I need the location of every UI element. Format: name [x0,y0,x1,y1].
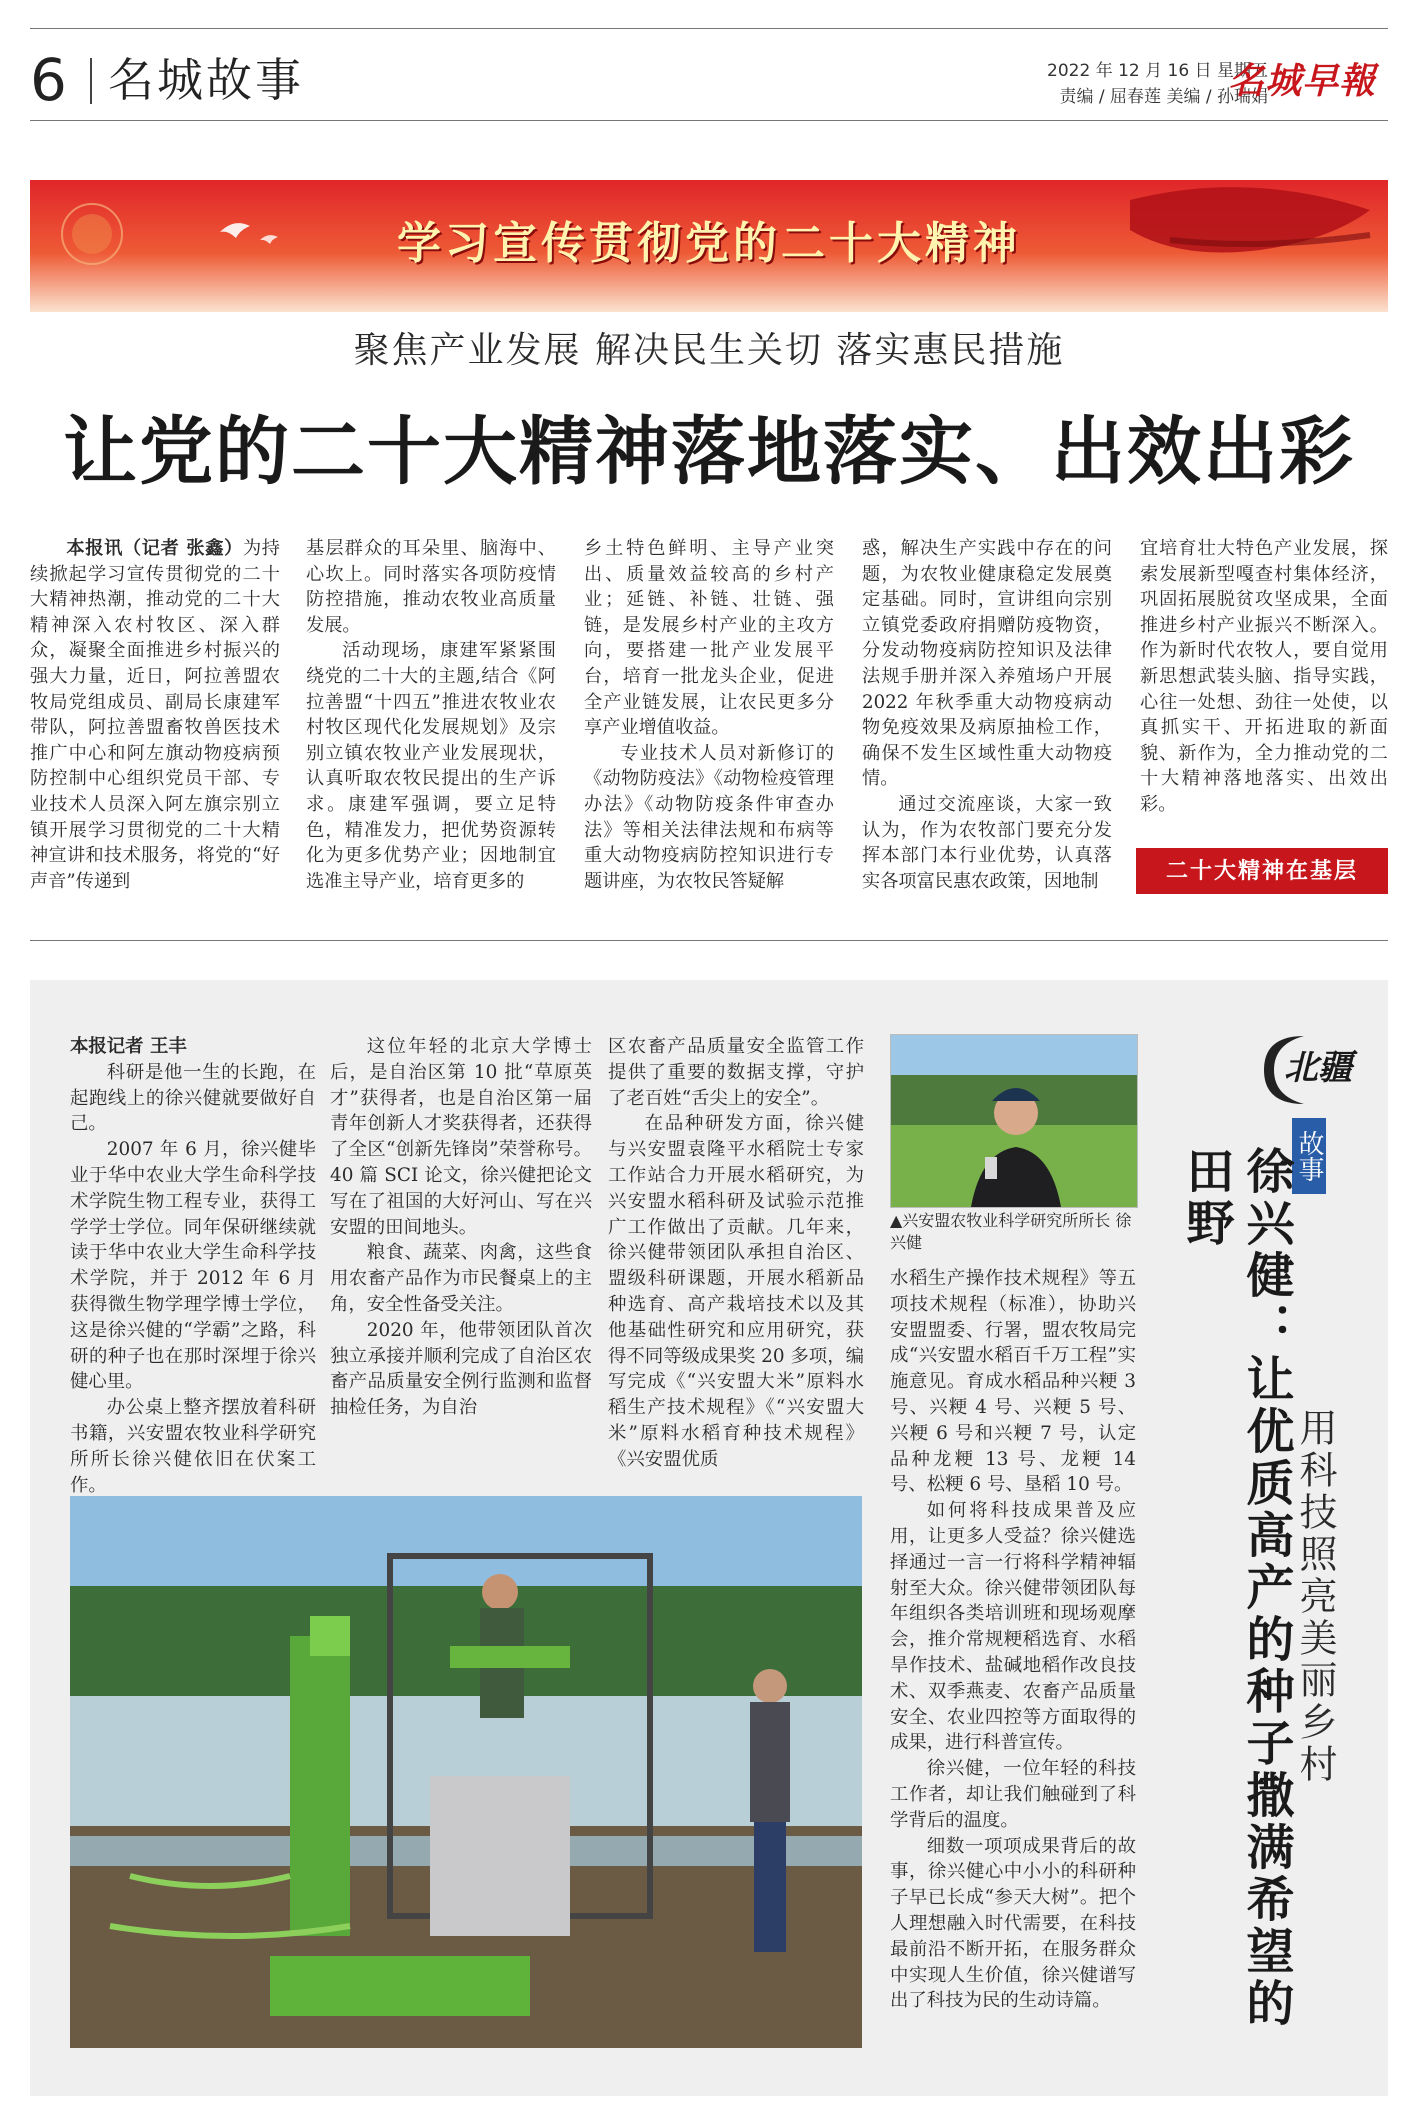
article2-para-8: 在品种研发方面，徐兴健与兴安盟袁隆平水稻院士专家工作站合力开展水稻研究，为兴安盟水稻科研及试验示范推广工作做出了贡献。几年来，徐兴健带领团队承担自治区、盟级科研课题，开展水稻新品种选育、高产栽培技术以及其他基础性研究和应用研究，获得不同等级成果奖 20 多项，编写完成《“兴安盟大米”原料水稻生产技术规程》《“兴安盟大米”原料水稻育种技术规程》《兴安盟优质 [608,1113,864,1470]
article1-byline: 本报讯（记者 张鑫） [66,538,243,559]
article2-para-11: 徐兴健，一位年轻的科技工作者，却让我们触碰到了科学背后的温度。 [890,1758,1136,1831]
header-rule [30,120,1388,121]
banner-title: 学习宣传贯彻党的二十大精神 [397,218,1021,269]
article1-text-5: 专业技术人员对新修订的《动物防疫法》《动物检疫管理办法》《动物防疫条件审查办法》等相关法律法规和布病等重大动物疫病防控知识进行专题讲座，为农牧民答疑解 [584,742,834,892]
column-tag: 二十大精神在基层 [1136,848,1388,894]
section-title: 名城故事 [108,53,304,107]
article1-text-8: 宜培育壮大特色产业发展，探索发展新型嘎查村集体经济，巩固拓展脱贫攻坚成果，全面推进乡村产业振兴不断深入。作为新时代农牧人，要自觉用新思想武装头脑、指导实践，心往一处想、劲往一处使，以真抓实干、开拓进取的新面貌、新作为，全力推动党的二十大精神落地落实、出效出彩。 [1140,538,1388,815]
theme-banner [30,180,1388,312]
section-rule [30,940,1388,941]
date-line: 2022 年 12 月 16 日 星期五 [1047,61,1268,81]
article1-column-4 [862,536,1112,894]
article2-para-9: 水稻生产操作技术规程》等五项技术规程（标准），协助兴安盟盟委、行署，盟农牧局完成“兴安盟水稻百千万工程”实施意见。育成水稻品种兴粳 3 号、兴粳 4 号、兴粳 5 号、兴粳 6 号和兴粳 7 号，认定品种龙粳 13 号、龙粳 14 号、松粳 6 号、垦稻 10 号。 [890,1268,1136,1496]
article2-column-2 [330,1034,592,1421]
column-logo [1254,1030,1364,1110]
portrait-photo [890,1034,1138,1208]
article1-text-6: 惑，解决生产实践中存在的问题，为农牧业健康稳定发展奠定基础。同时，宣讲组向宗别立镇党委政府捐赠防疫物资，分发动物疫病防控知识及法律法规手册并深入养殖场户开展 2022 年秋季重大动物疫病动物免疫效果及病原抽检工作，确保不发生区域性重大动物疫情。 [862,538,1112,790]
photo-caption: ▲兴安盟农牧业科学研究所所长 徐兴健 [890,1211,1132,1252]
article2-para-6: 2020 年，他带领团队首次独立承接并顺利完成了自治区农畜产品质量安全例行监测和监督抽检任务，为自治 [330,1319,592,1419]
article2-para-7: 区农畜产品质量安全监管工作提供了重要的数据支撑，守护了老百姓“舌尖上的安全”。 [608,1036,864,1109]
article1-column-1 [30,536,280,894]
article1-text-3: 活动现场，康建军紧紧围绕党的二十大的主题,结合《阿拉善盟“十四五”推进农牧业农村牧区现代化发展规划》及宗别立镇农牧业产业发展现状，认真听取农牧民提出的生产诉求。康建军强调，要立足特色，精准发力，把优势资源转化为更多优势产业；因地制宜选准主导产业，培育更多的 [306,640,556,892]
article2-column-3 [608,1034,864,1473]
column-name: 故事 [1292,1118,1326,1194]
newspaper-logo: 名城早報 [1228,60,1377,102]
article1-text-4: 乡土特色鲜明、主导产业突出、质量效益较高的乡村产业；延链、补链、壮链、强链，是发展乡村产业的主攻方向，要搭建一批产业发展平台，培育一批龙头企业，促进全产业链发展，让农民更多分享产业增值收益。 [584,538,834,739]
article2-para-3: 办公桌上整齐摆放着科研书籍，兴安盟农牧业科学研究所所长徐兴健依旧在伏案工作。 [70,1397,316,1496]
article2-para-2: 2007 年 6 月，徐兴健毕业于华中农业大学生命科学技术学院生物工程专业，获得工学学士学位。同年保研继续就读于华中农业大学生命科学技术学院，并于 2012 年 6 月获得微生物学理学博士学位，这是徐兴健的“学霸”之路，科研的种子也在那时深埋于徐兴健心里。 [70,1139,316,1393]
rice-planting-photo [70,1496,862,2048]
article2-para-10: 如何将科技成果普及应用，让更多人受益？徐兴健选择通过一言一行将科学精神辐射至大众。徐兴健带领团队每年组织各类培训班和现场观摩会，推介常规粳稻选育、水稻旱作技术、盐碱地稻作改良技术、双季燕麦、农畜产品质量安全、农业四控等方面取得的成果，进行科普宣传。 [890,1500,1136,1754]
article1-text-2: 基层群众的耳朵里、脑海中、心坎上。同时落实各项防疫情防控措施，推动农牧业高质量发展。 [306,538,556,636]
column-logo-text: 北疆 [1284,1048,1352,1088]
article-headline: 让党的二十大精神落地落实、出效出彩 [63,409,1355,495]
article1-text-1: 为持续掀起学习宣传贯彻党的二十大精神热潮，推动党的二十大精神深入农村牧区、深入群众，凝聚全面推进乡村振兴的强大力量，近日，阿拉善盟农牧局党组成员、副局长康建军带队，阿拉善盟畜牧兽医技术推广中心和阿左旗动物疫病预防控制中心组织党员干部、专业技术人员深入阿左旗宗别立镇开展学习贯彻党的二十大精神宣讲和技术服务，将党的“好声音”传递到 [30,538,280,892]
article2-para-5: 粮食、蔬菜、肉禽，这些食用农畜产品作为市民餐桌上的主角，安全性备受关注。 [330,1242,592,1315]
article1-text-7: 通过交流座谈，大家一致认为，作为农牧部门要充分发挥本部门本行业优势，认真落实各项富民惠农政策，因地制 [862,793,1112,892]
article2-para-1: 科研是他一生的长跑，在起跑线上的徐兴健就要做好自己。 [70,1061,316,1135]
article2-byline: 本报记者 王丰 [70,1036,187,1057]
article1-column-5 [1140,536,1388,818]
article2-subheadline: 用科技照亮美丽乡村 [1293,1408,1337,1786]
article2-column-4 [890,1266,1136,2014]
article2-para-4: 这位年轻的北京大学博士后，是自治区第 10 批“草原英才”获得者，也是自治区第一届青年创新人才奖获得者，还获得了全区“创新先锋岗”荣誉称号。40 篇 SCI 论文，徐兴健把论文写在了祖国的大好河山、写在兴安盟的田间地头。 [330,1036,592,1238]
editors-line: 责编 / 屈春莲 美编 / 孙瑞娟 [1059,87,1268,107]
top-rule [30,28,1388,29]
article1-column-3 [584,536,834,894]
page-number: 6 [30,46,67,114]
article-subheadline: 聚焦产业发展 解决民生关切 落实惠民措施 [353,330,1065,371]
header-divider [90,58,92,104]
article2-para-12: 细数一项项成果背后的故事，徐兴健心中小小的科研种子早已长成“参天大树”。把个人理想融入时代需要，在科技最前沿不断开拓，在服务群众中实现人生价值，徐兴健谱写出了科技为民的生动诗篇。 [890,1835,1136,2012]
article2-headline: 徐兴健：让优质高产的种子撒满希望的田野 [1178,1146,1294,2030]
article2-column-1 [70,1034,316,1498]
article1-column-2 [306,536,556,894]
